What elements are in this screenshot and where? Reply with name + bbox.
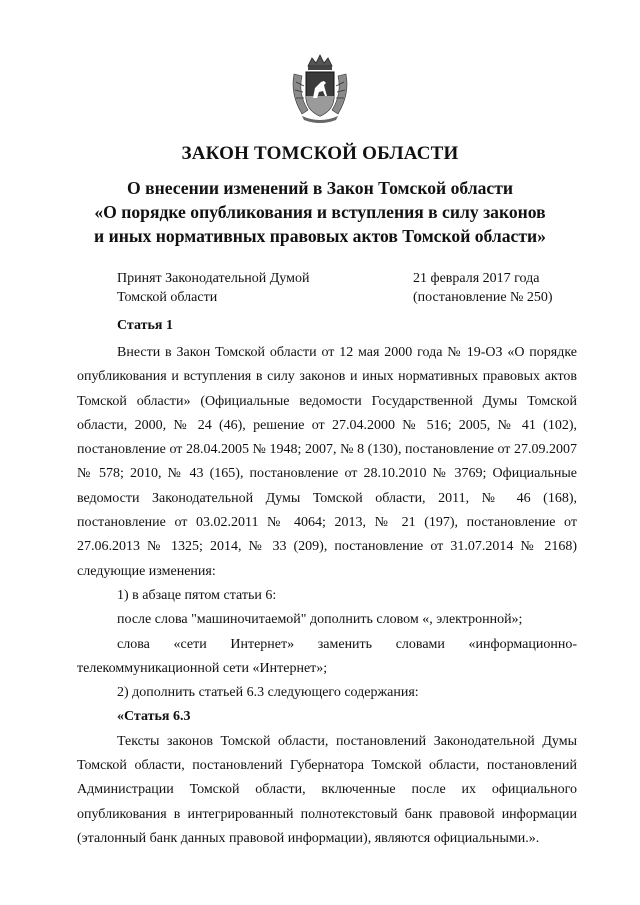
adopted-by	[117, 269, 309, 307]
adopted-by-line: Томской области	[117, 290, 218, 305]
subtitle-line: «О порядке опубликования и вступления в силу законов	[94, 202, 546, 222]
adoption-date-line: 21 февраля 2017 года	[413, 271, 540, 286]
law-title: ЗАКОН ТОМСКОЙ ОБЛАСТИ	[181, 143, 459, 164]
amendment-item-1: 1) в абзаце пятом статьи 6:	[117, 587, 277, 603]
article-intro-paragraph: Внести в Закон Томской области от 12 мая 2000 года № 19-ОЗ «О порядке опубликования и вступления в силу законов и иных нормативных правовых актов Томской области» (Официальные ведомости Государственной Думы Томской области, 2000, № 24 (46), решение от 27.04.2000 № 516; 2005, № 41 (102), постановление от 28.04.2005 № 1948; 2007, № 8 (130), постановление от 27.09.2007 № 578; 2010, № 43 (165), постановление от 28.10.2010 № 3769; Официальные ведомости Законодательной Думы Томской области, 2011, № 46 (168), постановление от 03.02.2011 № 4064; 2013, № 21 (197), постановление от 27.06.2013 № 1325; 2014, № 33 (209), постановление от 31.07.2014 № 2168) следующие изменения:	[77, 345, 577, 579]
subtitle-line: и иных нормативных правовых актов Томской области»	[94, 226, 546, 246]
amendment-item-1b: слова «сети Интернет» заменить словами «информационно-телекоммуникационной сети «Интернет»;	[77, 636, 577, 676]
new-article-text: Тексты законов Томской области, постановлений Законодательной Думы Томской области, постановлений Губернатора Томской области, постановлений Администрации Томской области, включенные после их официального опубликования в интегрированный полнотекстовый банк правовой информации (эталонный банк данных правовой информации), являются официальными.».	[77, 733, 577, 846]
amendment-item-2: 2) дополнить статьей 6.3 следующего содержания:	[117, 685, 419, 701]
subtitle-line: О внесении изменений в Закон Томской области	[127, 178, 513, 198]
adoption-resolution-line: (постановление № 250)	[413, 290, 553, 305]
article-body	[77, 341, 577, 851]
coat-of-arms-icon	[288, 52, 352, 124]
adopted-by-line: Принят Законодательной Думой	[117, 271, 310, 286]
new-article-heading: «Статья 6.3	[117, 709, 191, 725]
amendment-item-1a: после слова "машиночитаемой" дополнить словом «, электронной»;	[117, 612, 523, 628]
adoption-date	[413, 269, 553, 307]
law-subtitle	[60, 176, 580, 248]
article-heading: Статья 1	[117, 318, 173, 333]
